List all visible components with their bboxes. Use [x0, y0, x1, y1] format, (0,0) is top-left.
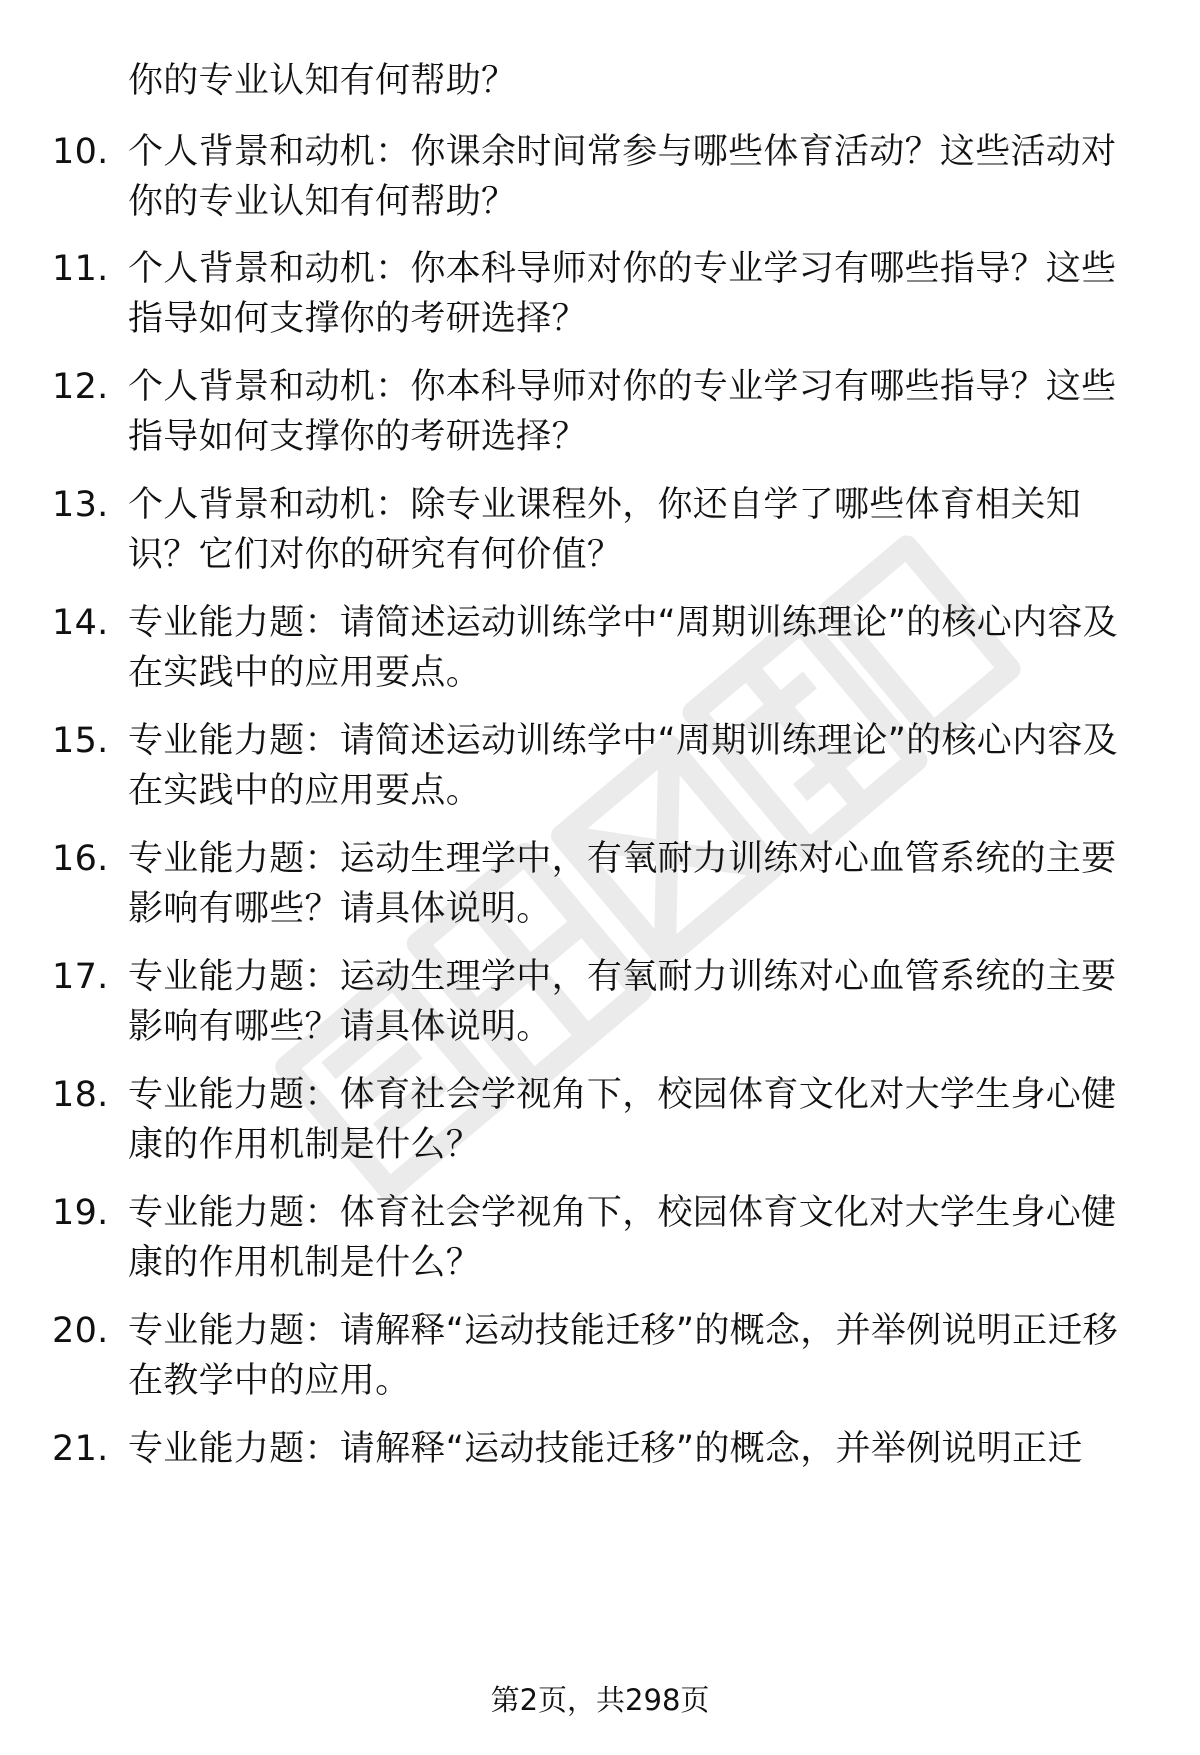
- question-number: 10.: [52, 132, 109, 172]
- continuation-text: 你的专业认知有何帮助？: [128, 61, 517, 101]
- question-number: 14.: [52, 603, 109, 643]
- question-text: 专业能力题：体育社会学视角下，校园体育文化对大学生身心健康的作用机制是什么？: [128, 1193, 1117, 1283]
- question-text: 专业能力题：运动生理学中，有氧耐力训练对心血管系统的主要影响有哪些？请具体说明。: [128, 839, 1117, 929]
- question-number: 20.: [52, 1311, 109, 1351]
- question-text: 个人背景和动机：你课余时间常参与哪些体育活动？这些活动对你的专业认知有何帮助？: [128, 132, 1117, 222]
- question-text: 专业能力题：体育社会学视角下，校园体育文化对大学生身心健康的作用机制是什么？: [128, 1075, 1117, 1165]
- question-number: 15.: [52, 721, 109, 761]
- question-text: 专业能力题：请解释“运动技能迁移”的概念，并举例说明正迁移在教学中的应用。: [128, 1311, 1118, 1401]
- question-text: 专业能力题：运动生理学中，有氧耐力训练对心血管系统的主要影响有哪些？请具体说明。: [128, 957, 1117, 1047]
- question-number: 11.: [52, 249, 109, 289]
- page-number-footer: 第2页，共298页: [490, 1683, 710, 1717]
- question-number: 16.: [52, 839, 109, 879]
- question-text: 专业能力题：请简述运动训练学中“周期训练理论”的核心内容及在实践中的应用要点。: [128, 603, 1118, 693]
- question-number: 18.: [52, 1075, 109, 1115]
- question-number: 19.: [52, 1193, 109, 1233]
- question-number: 12.: [52, 367, 109, 407]
- question-number: 13.: [52, 485, 109, 525]
- question-text: 个人背景和动机：除专业课程外，你还自学了哪些体育相关知识？它们对你的研究有何价值？: [128, 485, 1082, 575]
- question-text: 个人背景和动机：你本科导师对你的专业学习有哪些指导？这些指导如何支撑你的考研选择？: [128, 249, 1117, 339]
- question-text: 专业能力题：请简述运动训练学中“周期训练理论”的核心内容及在实践中的应用要点。: [128, 721, 1118, 811]
- question-text: 个人背景和动机：你本科导师对你的专业学习有哪些指导？这些指导如何支撑你的考研选择？: [128, 367, 1117, 457]
- question-text: 专业能力题：请解释“运动技能迁移”的概念，并举例说明正迁: [128, 1429, 1083, 1469]
- question-number: 17.: [52, 957, 109, 997]
- question-number: 21.: [52, 1429, 109, 1469]
